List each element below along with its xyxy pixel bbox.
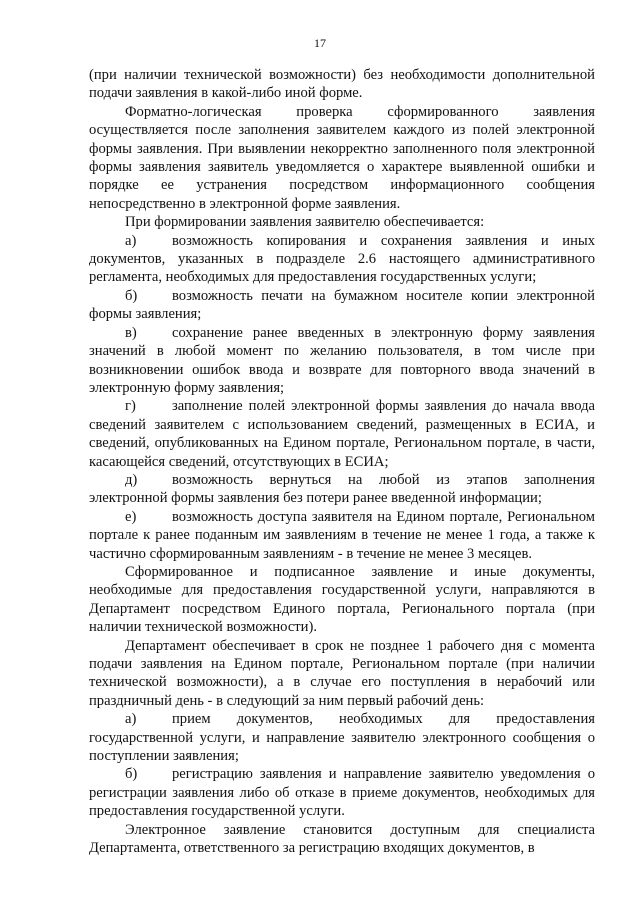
paragraph: При формировании заявления заявителю обеспечивается:: [125, 214, 485, 231]
list-item-marker: д): [125, 471, 138, 488]
list-item-text: возможность доступа заявителя на Едином портале, Региональном портале к ранее поданным им заявлениям в течение не менее 1 года, а также к частично сформированным заявлениям - в течение не менее 3 месяцев.: [89, 508, 595, 562]
list-item: [89, 508, 595, 563]
list-item-marker: а): [125, 711, 137, 728]
list-item-marker: б): [125, 287, 138, 304]
list-item-marker: в): [125, 324, 137, 341]
list-item: [89, 397, 595, 471]
list-item-text: возможность вернуться на любой из этапов заполнения электронной формы заявления без потери ранее введенной информации;: [89, 471, 595, 507]
list-item-text: прием документов, необходимых для предоставления государственной услуги, и направление заявителю электронного сообщения о поступлении заявления;: [89, 711, 595, 765]
list-item-text: возможность печати на бумажном носителе копии электронной формы заявления;: [89, 287, 595, 323]
paragraph: (при наличии технической возможности) без необходимости дополнительной подачи заявления в какой-либо иной форме.: [89, 67, 595, 102]
paragraph: Форматно-логическая проверка сформированного заявления осуществляется после заполнения заявителем каждого из полей электронной формы заявления. При выявлении некорректно заполненного поля электронной формы заявления заявитель уведомляется о характере выявленной ошибки и порядке ее устранения посредством информационного сообщения непосредственно в электронной форме заявления.: [89, 103, 595, 212]
list-item: [89, 471, 595, 508]
list-item: [89, 287, 595, 324]
list-item-marker: е): [125, 508, 137, 525]
list-item-marker: г): [125, 398, 136, 415]
paragraph: Электронное заявление становится доступным для специалиста Департамента, ответственного за регистрацию входящих документов, в: [89, 821, 595, 857]
list-item: [89, 324, 595, 398]
list-item: [89, 710, 595, 765]
document-body: [89, 66, 595, 857]
list-item-text: регистрацию заявления и направление заявителю уведомления о регистрации заявления либо об отказе в приеме документов, необходимых для предоставления государственной услуги.: [89, 766, 595, 820]
list-item: [89, 232, 595, 287]
page-number: 17: [314, 36, 326, 50]
paragraph: Департамент обеспечивает в срок не позднее 1 рабочего дня с момента подачи заявления на Едином портале, Региональном портале (при наличии технической возможности), а в случае его поступления в нерабочий или праздничный день - в следующий за ним первый рабочий день:: [89, 637, 595, 709]
list-item-marker: б): [125, 766, 138, 783]
list-item-text: заполнение полей электронной формы заявления до начала ввода сведений заявителем с использованием сведений, размещенных в ЕСИА, и сведений, опубликованных на Едином портале, Региональном портале, в части, касающейся сведений, отсутствующих в ЕСИА;: [89, 398, 595, 470]
list-item-marker: а): [125, 232, 137, 249]
list-item-text: возможность копирования и сохранения заявления и иных документов, указанных в подразделе 2.6 настоящего административного регламента, необходимых для предоставления государственных услуги;: [89, 232, 595, 286]
list-item: [89, 765, 595, 820]
paragraph: Сформированное и подписанное заявление и иные документы, необходимые для предоставления государственной услуги, направляются в Департамент посредством Единого портала, Регионального портала (при наличии технической возможности).: [89, 563, 595, 636]
list-item-text: сохранение ранее введенных в электронную форму заявления значений в любой момент по желанию пользователя, в том числе при возникновении ошибок ввода и возврате для повторного ввода значений в электронную форму заявления;: [89, 324, 595, 396]
